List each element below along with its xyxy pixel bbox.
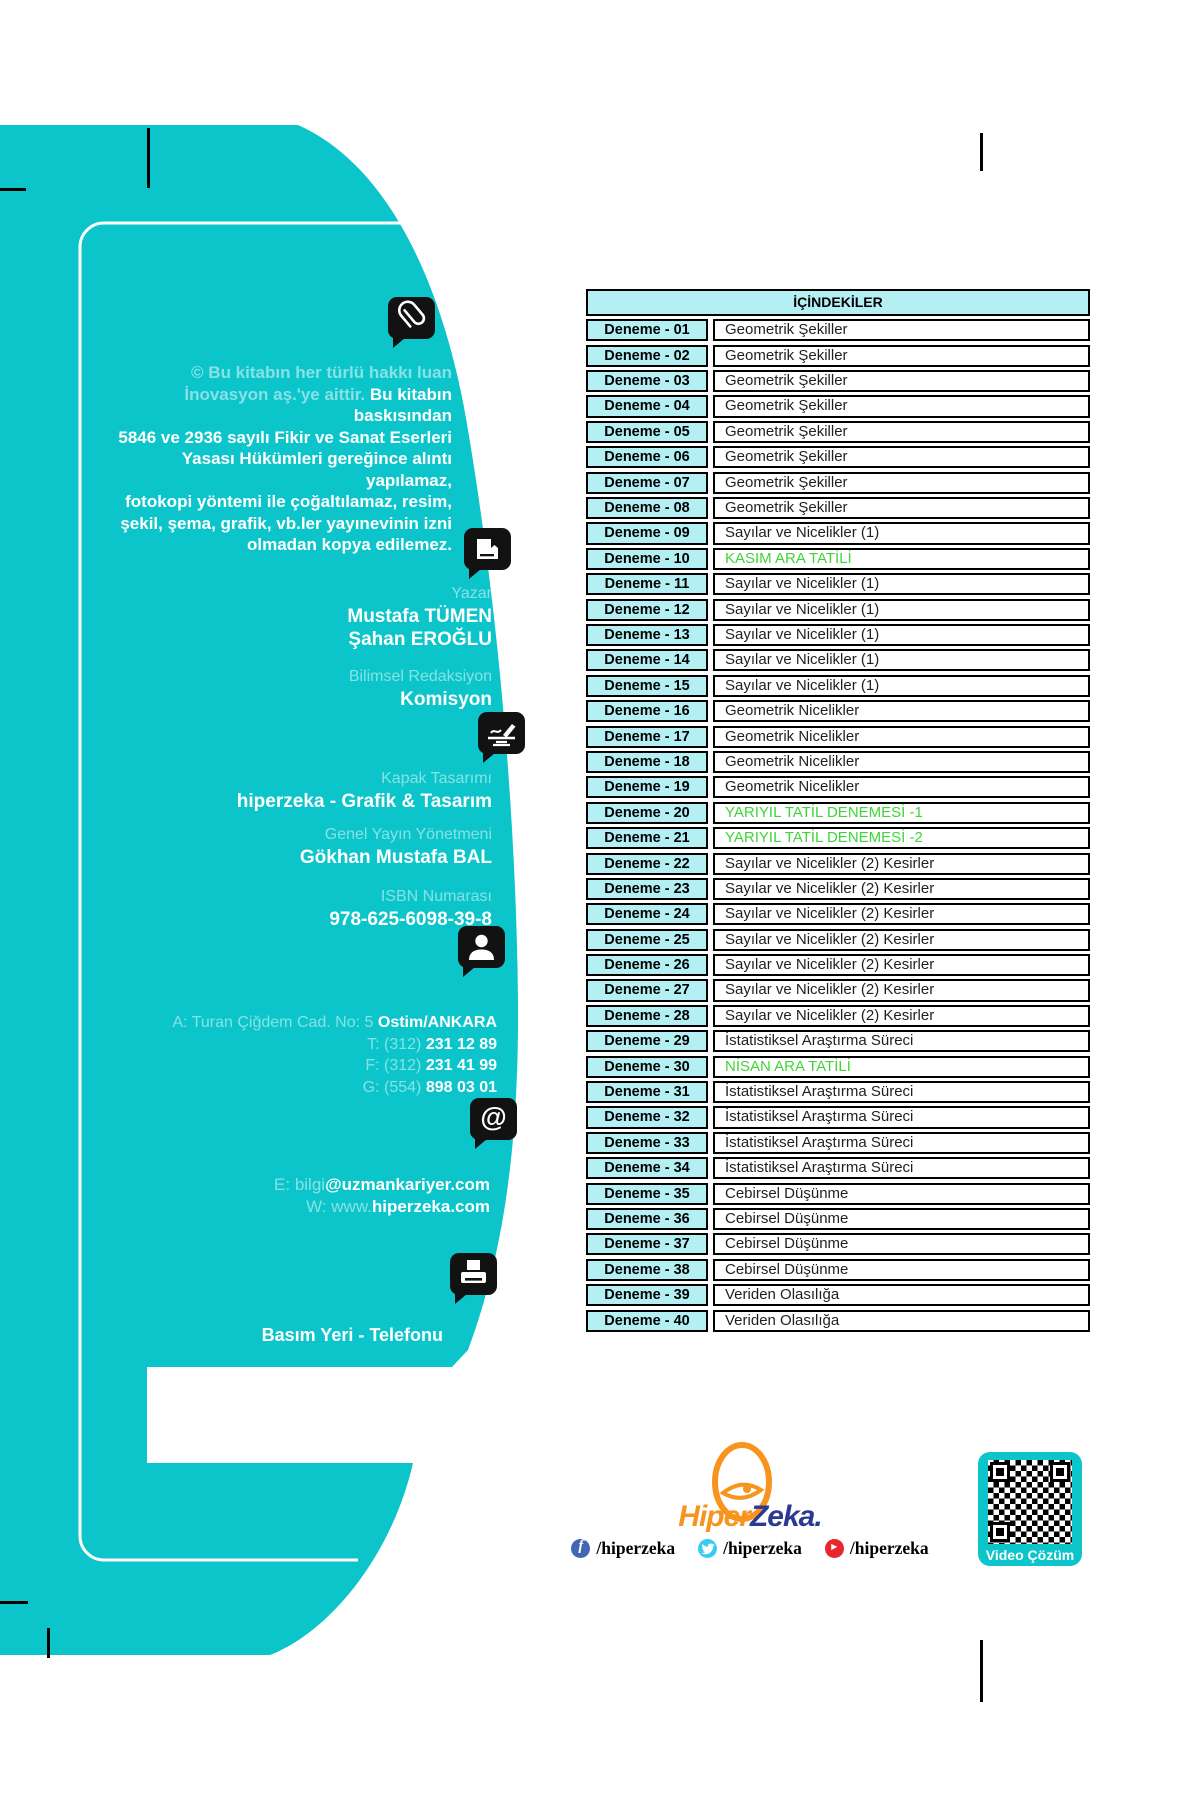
copyright-text [92, 362, 452, 556]
crop-mark-bottom-left-v [47, 1628, 50, 1658]
social-handle: /hiperzeka [596, 1538, 676, 1558]
table-row [586, 1005, 1090, 1027]
credit-label: Genel Yayın Yönetmeni [324, 826, 492, 843]
contents-table-header: İÇİNDEKİLER [586, 289, 1090, 316]
light-text-segment: F: (312) [365, 1057, 426, 1075]
table-row [586, 395, 1090, 417]
row-topic-cell: Cebirsel Düşünme [713, 1208, 1090, 1230]
logo-zeka: Zeka. [749, 1500, 822, 1533]
table-row [586, 954, 1090, 976]
table-row [586, 1284, 1090, 1306]
social-youtube [825, 1538, 929, 1559]
youtube-icon [825, 1539, 844, 1558]
row-topic-cell: Sayılar ve Nicelikler (1) [713, 522, 1090, 544]
credit-label: Bilimsel Redaksiyon [348, 668, 492, 685]
row-topic-cell: Cebirsel Düşünme [713, 1233, 1090, 1255]
credit-value: Şahan EROĞLU [348, 629, 492, 650]
row-label-cell: Deneme - 11 [586, 573, 708, 595]
table-row [586, 599, 1090, 621]
row-label-cell: Deneme - 26 [586, 954, 708, 976]
social-handle: /hiperzeka [723, 1538, 802, 1558]
row-label-cell: Deneme - 16 [586, 700, 708, 722]
web-line [70, 1174, 490, 1196]
bold-text-segment: 898 03 01 [425, 1079, 497, 1097]
credit-author [72, 583, 492, 651]
row-topic-cell: Geometrik Şekiller [713, 319, 1090, 341]
table-row [586, 675, 1090, 697]
row-label-cell: Deneme - 10 [586, 548, 708, 570]
crop-mark-top-left-v [147, 128, 150, 188]
row-label-cell: Deneme - 15 [586, 675, 708, 697]
row-label-cell: Deneme - 17 [586, 726, 708, 748]
row-label-cell: Deneme - 19 [586, 776, 708, 798]
copyright-line [92, 427, 452, 449]
row-label-cell: Deneme - 08 [586, 497, 708, 519]
table-row [586, 1208, 1090, 1230]
table-row [586, 802, 1090, 824]
bold-text-segment: 5846 ve 2936 sayılı Fikir ve Sanat Eserleri [118, 427, 452, 447]
copyright-line [92, 448, 452, 491]
contents-table [586, 289, 1090, 1332]
row-topic-cell: İstatistiksel Araştırma Süreci [713, 1132, 1090, 1154]
table-row [586, 1132, 1090, 1154]
row-topic-cell: Sayılar ve Nicelikler (2) Kesirler [713, 878, 1090, 900]
table-row [586, 421, 1090, 443]
person-icon [458, 926, 505, 968]
row-label-cell: Deneme - 30 [586, 1056, 708, 1078]
crop-mark-bottom-right-v [980, 1640, 983, 1702]
light-text-segment: A: Turan Çiğdem Cad. No: 5 [172, 1014, 378, 1031]
row-label-cell: Deneme - 20 [586, 802, 708, 824]
light-text-segment: İnovasyon aş.'ye aittir. [184, 384, 370, 404]
paperclip-icon [388, 297, 435, 339]
row-topic-cell: İstatistiksel Araştırma Süreci [713, 1157, 1090, 1179]
row-label-cell: Deneme - 33 [586, 1132, 708, 1154]
youtube-play-glyph: ▶ [831, 1542, 838, 1551]
row-label-cell: Deneme - 23 [586, 878, 708, 900]
row-topic-cell: Geometrik Nicelikler [713, 726, 1090, 748]
table-row [586, 751, 1090, 773]
row-label-cell: Deneme - 32 [586, 1106, 708, 1128]
table-row [586, 624, 1090, 646]
row-label-cell: Deneme - 27 [586, 979, 708, 1001]
social-links-row [555, 1538, 945, 1559]
row-label-cell: Deneme - 01 [586, 319, 708, 341]
row-topic-cell: Sayılar ve Nicelikler (1) [713, 573, 1090, 595]
table-row [586, 370, 1090, 392]
bold-text-segment: @uzmankariyer.com [325, 1175, 490, 1194]
table-row [586, 472, 1090, 494]
table-row [586, 1233, 1090, 1255]
credit-cover-design [72, 768, 492, 813]
table-row [586, 497, 1090, 519]
row-topic-cell: Sayılar ve Nicelikler (2) Kesirler [713, 979, 1090, 1001]
copyright-line [92, 513, 452, 535]
facebook-f-glyph: f [578, 1538, 584, 1554]
row-label-cell: Deneme - 04 [586, 395, 708, 417]
bold-text-segment: Bu kitabın baskısından [353, 384, 452, 425]
bold-text-segment: Ostim/ANKARA [377, 1014, 497, 1031]
table-row [586, 878, 1090, 900]
light-text-segment: W: www. [306, 1197, 372, 1216]
row-label-cell: Deneme - 12 [586, 599, 708, 621]
table-row [586, 853, 1090, 875]
row-topic-cell: İstatistiksel Araştırma Süreci [713, 1030, 1090, 1052]
row-label-cell: Deneme - 02 [586, 345, 708, 367]
table-row [586, 1310, 1090, 1332]
row-topic-cell: Geometrik Nicelikler [713, 700, 1090, 722]
row-topic-cell: NİSAN ARA TATİLİ [713, 1056, 1090, 1078]
web-line [70, 1196, 490, 1218]
table-row [586, 1081, 1090, 1103]
row-topic-cell: KASIM ARA TATİLİ [713, 548, 1090, 570]
crop-mark-top-right-v [980, 133, 983, 171]
light-text-segment: T: (312) [367, 1035, 426, 1053]
row-label-cell: Deneme - 18 [586, 751, 708, 773]
credit-label: Yazar [451, 585, 492, 602]
row-label-cell: Deneme - 21 [586, 827, 708, 849]
row-label-cell: Deneme - 37 [586, 1233, 708, 1255]
row-topic-cell: Sayılar ve Nicelikler (1) [713, 649, 1090, 671]
bold-text-segment: 231 12 89 [425, 1035, 497, 1053]
print-place-label: Basım Yeri - Telefonu [261, 1325, 443, 1345]
row-label-cell: Deneme - 05 [586, 421, 708, 443]
row-topic-cell: Sayılar ve Nicelikler (2) Kesirler [713, 929, 1090, 951]
table-row [586, 1056, 1090, 1078]
bold-text-segment: Yasası Hükümleri gereğince alıntı yapılamaz, [181, 449, 452, 490]
row-label-cell: Deneme - 38 [586, 1259, 708, 1281]
row-topic-cell: Geometrik Şekiller [713, 370, 1090, 392]
bold-text-segment: fotokopi yöntemi ile çoğaltılamaz, resim, [125, 492, 452, 511]
row-topic-cell: İstatistiksel Araştırma Süreci [713, 1081, 1090, 1103]
bold-text-segment: hiperzeka.com [371, 1197, 490, 1216]
table-row [586, 573, 1090, 595]
qr-label: Video Çözüm [985, 1547, 1075, 1563]
row-topic-cell: Sayılar ve Nicelikler (2) Kesirler [713, 954, 1090, 976]
at-sign-icon: @ [470, 1098, 517, 1140]
row-label-cell: Deneme - 14 [586, 649, 708, 671]
printer-icon [450, 1253, 497, 1295]
social-handle: /hiperzeka [849, 1538, 929, 1558]
contact-line [77, 1012, 497, 1034]
row-topic-cell: Veriden Olasılığa [713, 1284, 1090, 1306]
table-row [586, 649, 1090, 671]
hiperzeka-logo [560, 1500, 940, 1534]
row-label-cell: Deneme - 13 [586, 624, 708, 646]
row-label-cell: Deneme - 07 [586, 472, 708, 494]
credit-value: Mustafa TÜMEN [347, 606, 492, 627]
row-topic-cell: YARIYIL TATİL DENEMESİ -2 [713, 827, 1090, 849]
row-topic-cell: Geometrik Şekiller [713, 446, 1090, 468]
light-text-segment: © Bu kitabın her türlü hakkı luan [191, 363, 452, 382]
row-label-cell: Deneme - 22 [586, 853, 708, 875]
book-icon [464, 528, 511, 570]
table-row [586, 776, 1090, 798]
row-label-cell: Deneme - 39 [586, 1284, 708, 1306]
row-topic-cell: Geometrik Şekiller [713, 395, 1090, 417]
table-row [586, 1030, 1090, 1052]
row-label-cell: Deneme - 36 [586, 1208, 708, 1230]
copyright-line [92, 491, 452, 513]
credit-isbn [72, 886, 492, 931]
row-label-cell: Deneme - 09 [586, 522, 708, 544]
facebook-icon [571, 1539, 590, 1558]
credit-label: Kapak Tasarımı [381, 770, 492, 787]
row-topic-cell: Cebirsel Düşünme [713, 1183, 1090, 1205]
contact-line [77, 1034, 497, 1056]
table-row [586, 1157, 1090, 1179]
bold-text-segment: şekil, şema, grafik, vb.ler yayınevinin izni [120, 513, 452, 533]
light-text-segment: E: bilgi [274, 1175, 326, 1194]
copyright-line [92, 534, 452, 556]
row-label-cell: Deneme - 31 [586, 1081, 708, 1103]
row-label-cell: Deneme - 24 [586, 903, 708, 925]
table-row [586, 548, 1090, 570]
row-topic-cell: Geometrik Şekiller [713, 421, 1090, 443]
bold-text-segment: 231 41 99 [425, 1057, 497, 1075]
row-label-cell: Deneme - 40 [586, 1310, 708, 1332]
credit-value: hiperzeka - Grafik & Tasarım [236, 791, 492, 812]
row-topic-cell: Geometrik Şekiller [713, 472, 1090, 494]
copyright-line [92, 384, 452, 427]
social-twitter [698, 1538, 802, 1559]
row-topic-cell: Veriden Olasılığa [713, 1310, 1090, 1332]
twitter-bird-glyph [698, 1539, 717, 1558]
row-topic-cell: Cebirsel Düşünme [713, 1259, 1090, 1281]
crop-mark-top-left-h [0, 188, 26, 191]
row-topic-cell: Sayılar ve Nicelikler (2) Kesirler [713, 903, 1090, 925]
row-label-cell: Deneme - 29 [586, 1030, 708, 1052]
social-facebook [571, 1538, 675, 1559]
light-text-segment: G: (554) [362, 1079, 426, 1097]
row-topic-cell: Sayılar ve Nicelikler (1) [713, 624, 1090, 646]
credit-scientific-redaction [72, 666, 492, 711]
row-label-cell: Deneme - 03 [586, 370, 708, 392]
credit-value: Gökhan Mustafa BAL [299, 847, 492, 868]
row-label-cell: Deneme - 35 [586, 1183, 708, 1205]
table-row [586, 827, 1090, 849]
twitter-icon [698, 1539, 717, 1558]
contact-address [77, 1012, 497, 1099]
table-row [586, 979, 1090, 1001]
table-row [586, 345, 1090, 367]
bold-text-segment: olmadan kopya edilemez. [246, 535, 452, 554]
contents-table-rows [586, 319, 1090, 1331]
credit-value: Komisyon [400, 689, 492, 710]
row-topic-cell: İstatistiksel Araştırma Süreci [713, 1106, 1090, 1128]
row-topic-cell: Geometrik Şekiller [713, 497, 1090, 519]
credit-chief-editor [72, 824, 492, 869]
credit-label: ISBN Numarası [380, 888, 492, 905]
table-row [586, 700, 1090, 722]
table-row [586, 522, 1090, 544]
row-topic-cell: Geometrik Şekiller [713, 345, 1090, 367]
table-row [586, 903, 1090, 925]
row-topic-cell: Geometrik Nicelikler [713, 776, 1090, 798]
table-row [586, 726, 1090, 748]
row-label-cell: Deneme - 28 [586, 1005, 708, 1027]
row-topic-cell: YARIYIL TATİL DENEMESİ -1 [713, 802, 1090, 824]
row-label-cell: Deneme - 34 [586, 1157, 708, 1179]
table-row [586, 1259, 1090, 1281]
row-label-cell: Deneme - 06 [586, 446, 708, 468]
copyright-line [92, 362, 452, 384]
video-solution-qr-block [978, 1452, 1082, 1566]
table-row [586, 446, 1090, 468]
credit-value: 978-625-6098-39-8 [329, 909, 492, 930]
table-row [586, 1183, 1090, 1205]
logo-hiper: Hiper [678, 1500, 750, 1533]
row-label-cell: Deneme - 25 [586, 929, 708, 951]
contact-line [77, 1055, 497, 1077]
row-topic-cell: Sayılar ve Nicelikler (2) Kesirler [713, 853, 1090, 875]
crop-mark-bottom-left-h [0, 1601, 28, 1604]
row-topic-cell: Geometrik Nicelikler [713, 751, 1090, 773]
contact-web [70, 1174, 490, 1218]
contact-line [77, 1077, 497, 1099]
design-pen-icon [478, 712, 525, 754]
row-topic-cell: Sayılar ve Nicelikler (2) Kesirler [713, 1005, 1090, 1027]
table-row [586, 319, 1090, 341]
qr-code [988, 1460, 1072, 1544]
row-topic-cell: Sayılar ve Nicelikler (1) [713, 675, 1090, 697]
table-row [586, 929, 1090, 951]
row-topic-cell: Sayılar ve Nicelikler (1) [713, 599, 1090, 621]
table-row [586, 1106, 1090, 1128]
